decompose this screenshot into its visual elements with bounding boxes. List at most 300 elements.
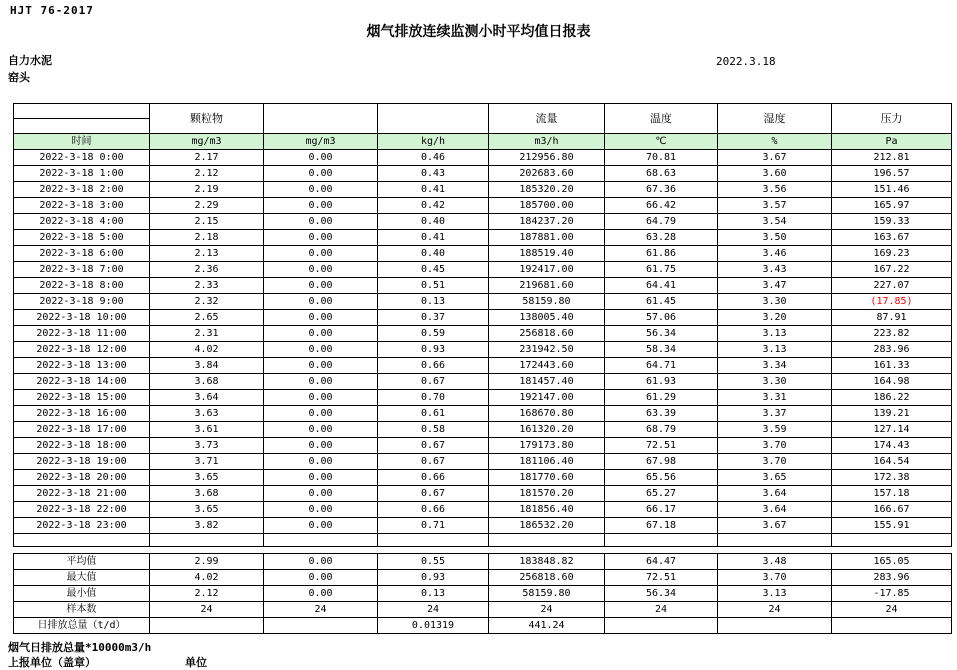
blank-cell (489, 534, 605, 547)
table-cell: 0.00 (264, 310, 378, 326)
table-cell: 2022-3-18 0:00 (14, 150, 150, 166)
table-cell: 3.65 (718, 470, 832, 486)
unit-mgm3-2: mg/m3 (264, 134, 378, 150)
unit-celsius: ℃ (605, 134, 718, 150)
table-row (14, 518, 952, 534)
table-cell: 0.00 (264, 278, 378, 294)
table-cell: 0.00 (264, 502, 378, 518)
table-cell: 72.51 (605, 570, 718, 586)
table-cell: 2022-3-18 4:00 (14, 214, 150, 230)
table-cell: 3.13 (718, 586, 832, 602)
table-cell: 212.81 (832, 150, 952, 166)
table-cell: 2.19 (150, 182, 264, 198)
table-cell: -17.85 (832, 586, 952, 602)
table-cell: 0.00 (264, 326, 378, 342)
table-cell: 57.06 (605, 310, 718, 326)
table-cell: 2022-3-18 3:00 (14, 198, 150, 214)
unit-kgh: kg/h (378, 134, 489, 150)
table-row (14, 358, 952, 374)
table-row (14, 166, 952, 182)
table-cell: 0.01319 (378, 618, 489, 634)
table-cell: 3.65 (150, 470, 264, 486)
table-cell: 179173.80 (489, 438, 605, 454)
table-row (14, 182, 952, 198)
table-cell: 0.40 (378, 214, 489, 230)
table-cell: 283.96 (832, 342, 952, 358)
table-cell: 0.61 (378, 406, 489, 422)
table-cell: 最小值 (14, 586, 150, 602)
table-cell: 196.57 (832, 166, 952, 182)
table-cell: 0.41 (378, 182, 489, 198)
blank-row (14, 534, 952, 547)
table-cell: 202683.60 (489, 166, 605, 182)
table-cell: 192147.00 (489, 390, 605, 406)
table-cell: 0.93 (378, 342, 489, 358)
table-cell: 0.00 (264, 246, 378, 262)
header-time-upper-cell (14, 104, 150, 119)
table-cell: 日排放总量（t/d） (14, 618, 150, 634)
report-date: 2022.3.18 (716, 55, 776, 68)
table-cell: 0.00 (264, 374, 378, 390)
table-cell: 56.34 (605, 586, 718, 602)
blank-cell (378, 534, 489, 547)
table-cell: 0.00 (264, 342, 378, 358)
table-cell: 256818.60 (489, 326, 605, 342)
table-cell: 2022-3-18 6:00 (14, 246, 150, 262)
table-cell: 0.00 (264, 150, 378, 166)
table-row (14, 454, 952, 470)
table-cell: 3.54 (718, 214, 832, 230)
table-cell: 183848.82 (489, 554, 605, 570)
table-cell: 172.38 (832, 470, 952, 486)
summary-row (14, 602, 952, 618)
table-cell: 3.50 (718, 230, 832, 246)
table-cell: 2.33 (150, 278, 264, 294)
table-cell: 0.67 (378, 454, 489, 470)
table-cell: 0.37 (378, 310, 489, 326)
unit-mgm3-1: mg/m3 (150, 134, 264, 150)
table-cell: 0.71 (378, 518, 489, 534)
table-cell: 0.42 (378, 198, 489, 214)
table-cell: 24 (264, 602, 378, 618)
table-cell: 3.37 (718, 406, 832, 422)
table-cell: 187881.00 (489, 230, 605, 246)
unit-m3h: m3/h (489, 134, 605, 150)
unit-pa: Pa (832, 134, 952, 150)
table-cell: 3.43 (718, 262, 832, 278)
table-cell: 3.65 (150, 502, 264, 518)
table-cell: 3.30 (718, 374, 832, 390)
table-cell: 58.34 (605, 342, 718, 358)
table-cell: 3.13 (718, 342, 832, 358)
table-cell: 138005.40 (489, 310, 605, 326)
table-cell: 231942.50 (489, 342, 605, 358)
table-cell: 3.34 (718, 358, 832, 374)
table-cell: 2.18 (150, 230, 264, 246)
table-cell: 64.47 (605, 554, 718, 570)
table-cell: 181570.20 (489, 486, 605, 502)
table-row (14, 486, 952, 502)
table-cell: 3.59 (718, 422, 832, 438)
table-cell: 0.93 (378, 570, 489, 586)
hourly-rows (14, 150, 952, 534)
table-cell: 0.00 (264, 486, 378, 502)
table-cell: 0.67 (378, 486, 489, 502)
table-cell: 3.64 (718, 486, 832, 502)
table-cell: 181856.40 (489, 502, 605, 518)
table-cell: 3.70 (718, 570, 832, 586)
table-cell: 2.13 (150, 246, 264, 262)
table-cell: 2022-3-18 5:00 (14, 230, 150, 246)
table-cell: 3.30 (718, 294, 832, 310)
table-cell: 164.54 (832, 454, 952, 470)
table-cell: 283.96 (832, 570, 952, 586)
table-cell: 0.45 (378, 262, 489, 278)
table-cell: 3.60 (718, 166, 832, 182)
table-cell: 227.07 (832, 278, 952, 294)
blank-cell (718, 534, 832, 547)
table-cell: 3.68 (150, 486, 264, 502)
table-cell: 平均值 (14, 554, 150, 570)
table-cell: 0.00 (264, 214, 378, 230)
table-cell (605, 618, 718, 634)
table-cell: 3.70 (718, 454, 832, 470)
summary-row (14, 554, 952, 570)
table-cell: 68.79 (605, 422, 718, 438)
table-cell: 最大值 (14, 570, 150, 586)
table-cell: 0.67 (378, 374, 489, 390)
table-cell: 3.67 (718, 150, 832, 166)
table-cell: 212956.80 (489, 150, 605, 166)
table-row (14, 502, 952, 518)
table-row (14, 310, 952, 326)
table-row (14, 246, 952, 262)
table-cell: 185320.20 (489, 182, 605, 198)
table-cell: 2022-3-18 23:00 (14, 518, 150, 534)
header-temperature: 温度 (605, 104, 718, 134)
table-cell: 2.15 (150, 214, 264, 230)
table-cell: 0.59 (378, 326, 489, 342)
table-row (14, 230, 952, 246)
table-cell: 24 (605, 602, 718, 618)
table-cell: 72.51 (605, 438, 718, 454)
table-row (14, 198, 952, 214)
table-cell: 0.00 (264, 586, 378, 602)
table-row (14, 278, 952, 294)
table-cell: 24 (832, 602, 952, 618)
table-cell: 2.32 (150, 294, 264, 310)
table-cell: 3.82 (150, 518, 264, 534)
table-cell: 64.79 (605, 214, 718, 230)
table-cell: 0.00 (264, 554, 378, 570)
table-cell: 2022-3-18 1:00 (14, 166, 150, 182)
table-cell: 63.28 (605, 230, 718, 246)
table-cell: 185700.00 (489, 198, 605, 214)
table-cell: 0.00 (264, 406, 378, 422)
table-cell: 67.18 (605, 518, 718, 534)
table-cell: 0.00 (264, 470, 378, 486)
table-cell: 3.20 (718, 310, 832, 326)
summary-row (14, 570, 952, 586)
table-cell: 65.27 (605, 486, 718, 502)
table-cell: 168670.80 (489, 406, 605, 422)
table-cell: 0.00 (264, 570, 378, 586)
table-cell: 2.36 (150, 262, 264, 278)
header-humidity: 湿度 (718, 104, 832, 134)
table-cell: 68.63 (605, 166, 718, 182)
table-cell: 0.66 (378, 470, 489, 486)
table-cell: 157.18 (832, 486, 952, 502)
table-cell: 0.00 (264, 198, 378, 214)
table-cell: 58159.80 (489, 586, 605, 602)
table-cell: 样本数 (14, 602, 150, 618)
table-cell (718, 618, 832, 634)
table-cell: 2022-3-18 9:00 (14, 294, 150, 310)
table-cell: 70.81 (605, 150, 718, 166)
table-cell: 0.00 (264, 518, 378, 534)
table-cell: 2022-3-18 18:00 (14, 438, 150, 454)
standard-code: HJT 76-2017 (10, 4, 94, 17)
table-row (14, 422, 952, 438)
table-cell: 0.41 (378, 230, 489, 246)
table-cell: 2022-3-18 21:00 (14, 486, 150, 502)
table-cell: 87.91 (832, 310, 952, 326)
table-cell: 0.55 (378, 554, 489, 570)
table-cell: 0.70 (378, 390, 489, 406)
table-cell: 3.84 (150, 358, 264, 374)
header-name-row-top (14, 104, 952, 119)
station-name: 窑头 (8, 71, 30, 84)
table-cell: 441.24 (489, 618, 605, 634)
table-cell: 2.17 (150, 150, 264, 166)
header-pressure: 压力 (832, 104, 952, 134)
table-cell: 139.21 (832, 406, 952, 422)
table-row (14, 390, 952, 406)
footer-total-note: 烟气日排放总量*10000m3/h (8, 641, 152, 654)
table-cell: 2022-3-18 8:00 (14, 278, 150, 294)
table-cell: 64.41 (605, 278, 718, 294)
table-cell: 0.46 (378, 150, 489, 166)
table-cell: 151.46 (832, 182, 952, 198)
table-cell: 2022-3-18 12:00 (14, 342, 150, 358)
table-cell: 166.67 (832, 502, 952, 518)
table-cell: 0.40 (378, 246, 489, 262)
table-cell: 3.64 (150, 390, 264, 406)
summary-rows (14, 554, 952, 634)
table-cell (150, 618, 264, 634)
table-cell: 0.13 (378, 294, 489, 310)
table-cell: 24 (718, 602, 832, 618)
table-cell: 66.17 (605, 502, 718, 518)
header-blank-2 (378, 104, 489, 134)
table-cell: 155.91 (832, 518, 952, 534)
table-cell: 165.97 (832, 198, 952, 214)
table-cell: 2022-3-18 15:00 (14, 390, 150, 406)
table-cell: 2022-3-18 11:00 (14, 326, 150, 342)
table-cell: 67.98 (605, 454, 718, 470)
report-title: 烟气排放连续监测小时平均值日报表 (366, 24, 591, 40)
table-row (14, 214, 952, 230)
table-cell: 2.65 (150, 310, 264, 326)
table-cell: 61.93 (605, 374, 718, 390)
table-cell: 0.00 (264, 294, 378, 310)
table-cell: 2.31 (150, 326, 264, 342)
table-cell: 3.48 (718, 554, 832, 570)
table-cell: 219681.60 (489, 278, 605, 294)
table-cell: 3.68 (150, 374, 264, 390)
table-cell: 3.73 (150, 438, 264, 454)
spacer-row-group (14, 534, 952, 547)
table-row (14, 326, 952, 342)
table-row (14, 342, 952, 358)
table-cell: 0.00 (264, 422, 378, 438)
footer-reporting-unit-label: 上报单位（盖章） (8, 656, 96, 669)
table-cell: 181457.40 (489, 374, 605, 390)
table-cell: 0.00 (264, 390, 378, 406)
blank-cell (14, 534, 150, 547)
table-cell: 0.00 (264, 182, 378, 198)
table-cell: 0.00 (264, 454, 378, 470)
table-cell (264, 618, 378, 634)
table-cell: 24 (378, 602, 489, 618)
table-cell: 163.67 (832, 230, 952, 246)
table-cell: 0.43 (378, 166, 489, 182)
table-cell: 0.67 (378, 438, 489, 454)
table-cell: 188519.40 (489, 246, 605, 262)
table-cell: 186.22 (832, 390, 952, 406)
table-row (14, 150, 952, 166)
table-cell: 63.39 (605, 406, 718, 422)
table-row (14, 374, 952, 390)
table-cell: 164.98 (832, 374, 952, 390)
table-cell: 3.63 (150, 406, 264, 422)
table-cell: 4.02 (150, 570, 264, 586)
table-cell: 127.14 (832, 422, 952, 438)
table-cell: 0.00 (264, 438, 378, 454)
table-cell: 169.23 (832, 246, 952, 262)
summary-row (14, 618, 952, 634)
table-cell: 0.66 (378, 502, 489, 518)
table-cell: 2022-3-18 14:00 (14, 374, 150, 390)
header-blank-1 (264, 104, 378, 134)
table-cell: 181106.40 (489, 454, 605, 470)
table-cell: 4.02 (150, 342, 264, 358)
table-cell: 2022-3-18 7:00 (14, 262, 150, 278)
table-cell: 3.31 (718, 390, 832, 406)
table-cell: 0.00 (264, 262, 378, 278)
unit-percent: % (718, 134, 832, 150)
table-cell: 0.13 (378, 586, 489, 602)
table-cell: 0.00 (264, 230, 378, 246)
table-cell: 61.29 (605, 390, 718, 406)
table-cell: 165.05 (832, 554, 952, 570)
summary-row (14, 586, 952, 602)
table-cell: 192417.00 (489, 262, 605, 278)
table-cell: 2022-3-18 20:00 (14, 470, 150, 486)
table-cell: 161.33 (832, 358, 952, 374)
table-cell: 2.29 (150, 198, 264, 214)
table-cell: 3.13 (718, 326, 832, 342)
blank-cell (150, 534, 264, 547)
table-cell: 2022-3-18 17:00 (14, 422, 150, 438)
table-cell: 3.70 (718, 438, 832, 454)
table-cell: 159.33 (832, 214, 952, 230)
blank-cell (605, 534, 718, 547)
unit-row (14, 134, 952, 150)
table-cell: 61.75 (605, 262, 718, 278)
blank-cell (832, 534, 952, 547)
table-cell: 167.22 (832, 262, 952, 278)
table-row (14, 262, 952, 278)
table-cell: 0.58 (378, 422, 489, 438)
table-cell: 66.42 (605, 198, 718, 214)
table-cell: 3.71 (150, 454, 264, 470)
table-cell: 2.12 (150, 586, 264, 602)
table-cell: 2022-3-18 10:00 (14, 310, 150, 326)
table-row (14, 406, 952, 422)
table-cell: 0.00 (264, 358, 378, 374)
header-particulate: 颗粒物 (150, 104, 264, 134)
table-cell: (17.85) (832, 294, 952, 310)
company-name: 自力水泥 (8, 54, 52, 67)
table-cell: 0.00 (264, 166, 378, 182)
monitoring-data-table (13, 103, 952, 547)
table-cell: 186532.20 (489, 518, 605, 534)
table-cell: 3.61 (150, 422, 264, 438)
table-cell: 65.56 (605, 470, 718, 486)
blank-cell (264, 534, 378, 547)
header-time-lower-cell (14, 119, 150, 134)
table-cell: 223.82 (832, 326, 952, 342)
table-cell: 256818.60 (489, 570, 605, 586)
table-cell: 3.56 (718, 182, 832, 198)
table-cell: 64.71 (605, 358, 718, 374)
table-cell (832, 618, 952, 634)
table-cell: 2022-3-18 2:00 (14, 182, 150, 198)
table-cell: 24 (489, 602, 605, 618)
table-row (14, 294, 952, 310)
table-cell: 61.86 (605, 246, 718, 262)
table-cell: 184237.20 (489, 214, 605, 230)
table-header (14, 104, 952, 150)
table-cell: 161320.20 (489, 422, 605, 438)
table-cell: 3.57 (718, 198, 832, 214)
table-cell: 2.12 (150, 166, 264, 182)
table-cell: 2022-3-18 13:00 (14, 358, 150, 374)
table-row (14, 470, 952, 486)
table-cell: 61.45 (605, 294, 718, 310)
table-cell: 2022-3-18 16:00 (14, 406, 150, 422)
table-cell: 3.64 (718, 502, 832, 518)
table-cell: 58159.80 (489, 294, 605, 310)
table-cell: 2022-3-18 19:00 (14, 454, 150, 470)
table-cell: 0.66 (378, 358, 489, 374)
footer-unit-label: 单位 (185, 656, 207, 669)
table-cell: 3.47 (718, 278, 832, 294)
table-cell: 2.99 (150, 554, 264, 570)
table-cell: 3.67 (718, 518, 832, 534)
table-cell: 56.34 (605, 326, 718, 342)
table-cell: 2022-3-18 22:00 (14, 502, 150, 518)
table-cell: 24 (150, 602, 264, 618)
table-cell: 172443.60 (489, 358, 605, 374)
table-cell: 67.36 (605, 182, 718, 198)
summary-table (13, 553, 952, 634)
table-cell: 174.43 (832, 438, 952, 454)
header-flow: 流量 (489, 104, 605, 134)
table-cell: 181770.60 (489, 470, 605, 486)
table-row (14, 438, 952, 454)
